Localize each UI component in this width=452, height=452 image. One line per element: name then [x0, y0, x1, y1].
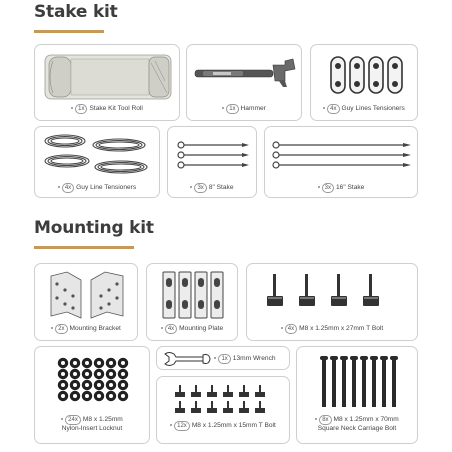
tensioner-icon: [329, 55, 405, 95]
caption-hammer: 1x Hammer: [187, 104, 301, 114]
caption-tool-roll: 1x Stake Kit Tool Roll: [35, 104, 179, 114]
caption-15mm-t-bolt: 12x M8 x 1.25mm x 15mm T Bolt: [157, 421, 289, 431]
card-guy-lines-tensioners: [310, 44, 418, 121]
card-carriage-bolt: [296, 346, 418, 444]
card-8-stake: [167, 126, 257, 198]
mounting-kit-underline: [34, 246, 134, 249]
card-locknut: [34, 346, 150, 444]
card-hammer: [186, 44, 302, 121]
card-15mm-t-bolt: [156, 376, 290, 444]
card-27mm-t-bolt: [246, 263, 418, 341]
locknut-icon: [57, 357, 129, 403]
caption-mounting-bracket: 2x Mounting Bracket: [35, 324, 137, 334]
caption-carriage-bolt: 8x M8 x 1.25mm x 70mm Square Neck Carriage Bolt: [297, 415, 417, 434]
card-16-stake: [264, 126, 418, 198]
tool-roll-icon: [43, 51, 173, 103]
t-bolt-icon: [265, 272, 401, 310]
caption-mounting-plate: 4x Mounting Plate: [147, 324, 237, 334]
bracket-icon: [47, 270, 127, 322]
card-wrench: [156, 346, 290, 370]
carriage-bolt-icon: [319, 355, 399, 411]
card-tool-roll: [34, 44, 180, 121]
caption-guy-lines-tensioners: 4x Guy Lines Tensioners: [311, 104, 417, 114]
mounting-kit-title: Mounting kit: [34, 218, 154, 238]
stake-kit-underline: [34, 30, 104, 33]
short-stake-icon: [176, 141, 250, 171]
card-guy-line-ropes: [34, 126, 160, 198]
plate-icon: [161, 270, 225, 320]
small-t-bolt-icon: [173, 383, 277, 417]
caption-wrench: 1x 13mm Wrench: [201, 354, 289, 364]
rope-coil-icon: [41, 131, 155, 179]
stake-kit-title: Stake kit: [34, 2, 118, 22]
caption-guy-line-ropes: 4x Guy Line Tensioners: [35, 183, 159, 193]
hammer-icon: [193, 55, 297, 89]
card-mounting-plate: [146, 263, 238, 341]
caption-16-stake: 3x 16" Stake: [265, 183, 417, 193]
caption-locknut: 24x M8 x 1.25mm Nylon-Insert Locknut: [61, 416, 123, 432]
card-mounting-bracket: [34, 263, 138, 341]
caption-8-stake: 3x 8" Stake: [168, 183, 256, 193]
caption-27mm-t-bolt: 4x M8 x 1.25mm x 27mm T Bolt: [247, 324, 417, 334]
long-stake-icon: [271, 141, 413, 171]
